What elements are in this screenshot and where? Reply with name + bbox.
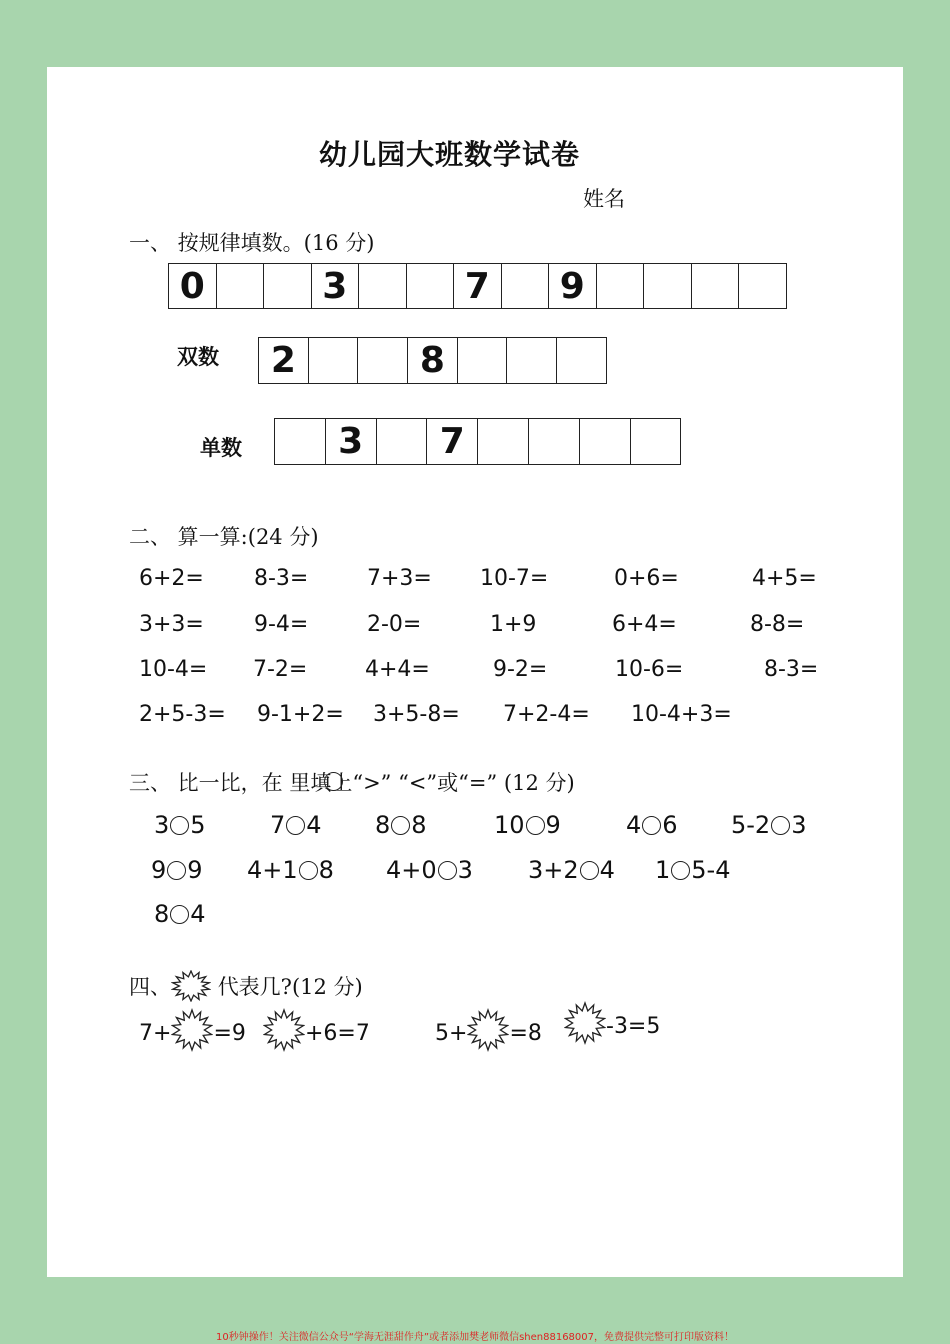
compare-problem — [270, 811, 322, 839]
grid-cell — [275, 419, 326, 464]
compare-problem — [154, 811, 206, 839]
compare-right: 8 — [411, 811, 427, 839]
compare-left: 5-2 — [731, 811, 771, 839]
section4-heading-prefix: 四、 — [129, 975, 171, 999]
grid-cell — [507, 338, 557, 383]
compare-left: 9 — [151, 856, 167, 884]
calc-problem: 10-4+3= — [631, 702, 732, 727]
calc-problem: 7+3= — [367, 566, 432, 591]
grid-cell — [631, 419, 681, 464]
grid-cell: 7 — [427, 419, 478, 464]
calc-problem: 4+4= — [365, 657, 430, 682]
odd-number-grid — [274, 418, 681, 465]
calc-problem: 3+3= — [139, 612, 204, 637]
grid-cell: 7 — [454, 264, 502, 308]
even-number-grid — [258, 337, 607, 384]
name-label: 姓名 — [583, 187, 625, 211]
compare-problem — [626, 811, 678, 839]
number-sequence-grid — [168, 263, 787, 309]
grid-cell — [458, 338, 508, 383]
compare-problem — [375, 811, 427, 839]
calc-problem: 8-3= — [764, 657, 819, 682]
section2-heading: 二、 算一算:(24 分) — [129, 525, 319, 549]
calc-problem: 0+6= — [614, 566, 679, 591]
footer-note: 10秒钟操作！关注微信公众号“学海无涯甜作舟”或者添加樊老师微信shen88168007，免费提供完整可打印版资料！ — [215, 1332, 735, 1343]
compare-problem — [247, 856, 334, 884]
problem-after: =9 — [213, 1020, 246, 1046]
compare-right: 3 — [791, 811, 807, 839]
starburst-problem — [263, 1007, 370, 1059]
grid-cell — [529, 419, 580, 464]
grid-cell: 3 — [312, 264, 360, 308]
odd-label: 单数 — [200, 435, 242, 460]
compare-right: 8 — [318, 856, 334, 884]
compare-problem — [154, 900, 206, 928]
grid-cell: 3 — [326, 419, 377, 464]
compare-right: 5-4 — [691, 856, 731, 884]
grid-cell — [358, 338, 408, 383]
grid-cell: 8 — [408, 338, 458, 383]
section4-heading-suffix: 代表几?(12 分) — [217, 975, 363, 999]
circle-blank-icon — [324, 772, 343, 791]
grid-cell — [502, 264, 550, 308]
starburst-icon — [467, 1007, 509, 1059]
circle-blank-icon — [167, 861, 186, 880]
circle-blank-icon — [170, 816, 189, 835]
starburst-icon — [171, 970, 211, 1007]
circle-blank-icon — [580, 861, 599, 880]
compare-problem — [386, 856, 473, 884]
compare-right: 9 — [187, 856, 203, 884]
compare-left: 4+1 — [247, 856, 298, 884]
grid-cell: 2 — [259, 338, 309, 383]
calc-problem: 7-2= — [253, 657, 308, 682]
circle-blank-icon — [438, 861, 457, 880]
compare-left: 10 — [494, 811, 525, 839]
even-label: 双数 — [177, 344, 219, 369]
calc-problem: 9-1+2= — [257, 702, 344, 727]
grid-cell — [597, 264, 645, 308]
starburst-icon — [171, 1007, 213, 1059]
grid-cell — [359, 264, 407, 308]
calc-problem: 1+9 — [490, 612, 537, 637]
calc-problem: 8-3= — [254, 566, 309, 591]
grid-cell — [557, 338, 606, 383]
starburst-problem — [564, 1000, 660, 1052]
starburst-icon — [564, 1000, 606, 1052]
calc-problem: 10-4= — [139, 657, 208, 682]
circle-blank-icon — [771, 816, 790, 835]
calc-problem: 10-6= — [615, 657, 684, 682]
compare-left: 8 — [154, 900, 170, 928]
calc-problem: 10-7= — [480, 566, 549, 591]
compare-left: 4 — [626, 811, 642, 839]
compare-right: 5 — [190, 811, 206, 839]
compare-right: 9 — [545, 811, 561, 839]
starburst-problem — [139, 1007, 246, 1059]
compare-problem — [151, 856, 203, 884]
problem-after: =8 — [509, 1020, 542, 1046]
grid-cell — [692, 264, 740, 308]
compare-right: 6 — [662, 811, 678, 839]
compare-problem — [731, 811, 806, 839]
grid-cell — [478, 419, 529, 464]
circle-blank-icon — [299, 861, 318, 880]
starburst-icon — [263, 1007, 305, 1059]
circle-blank-icon — [391, 816, 410, 835]
problem-after: +6=7 — [305, 1020, 370, 1046]
grid-cell — [580, 419, 631, 464]
calc-problem: 9-2= — [493, 657, 548, 682]
problem-after: -3=5 — [606, 1013, 661, 1039]
grid-cell — [644, 264, 692, 308]
grid-cell — [377, 419, 428, 464]
compare-left: 7 — [270, 811, 286, 839]
calc-problem: 7+2-4= — [503, 702, 590, 727]
circle-blank-icon — [526, 816, 545, 835]
circle-blank-icon — [642, 816, 661, 835]
calc-problem: 3+5-8= — [373, 702, 460, 727]
grid-cell: 9 — [549, 264, 597, 308]
compare-problem — [655, 856, 730, 884]
problem-before: 7+ — [139, 1020, 172, 1046]
compare-problem — [528, 856, 615, 884]
calc-problem: 6+2= — [139, 566, 204, 591]
grid-cell — [407, 264, 455, 308]
section1-heading: 一、 按规律填数。(16 分) — [129, 231, 375, 255]
compare-left: 3+2 — [528, 856, 579, 884]
starburst-problem — [435, 1007, 542, 1059]
page-title: 幼儿园大班数学试卷 — [319, 138, 581, 171]
grid-cell — [739, 264, 786, 308]
calc-problem: 6+4= — [612, 612, 677, 637]
compare-problem — [494, 811, 561, 839]
grid-cell: 0 — [169, 264, 217, 308]
section3-heading: 三、 比一比，在 里填上“>” “<”或“=” (12 分) — [129, 771, 575, 795]
compare-right: 3 — [457, 856, 473, 884]
circle-blank-icon — [671, 861, 690, 880]
problem-before: 5+ — [435, 1020, 468, 1046]
compare-left: 4+0 — [386, 856, 437, 884]
calc-problem: 8-8= — [750, 612, 805, 637]
calc-problem: 2-0= — [367, 612, 422, 637]
calc-problem: 2+5-3= — [139, 702, 226, 727]
grid-cell — [264, 264, 312, 308]
grid-cell — [309, 338, 359, 383]
worksheet-page — [47, 67, 903, 1277]
compare-left: 3 — [154, 811, 170, 839]
circle-blank-icon — [170, 905, 189, 924]
grid-cell — [217, 264, 265, 308]
compare-right: 4 — [599, 856, 615, 884]
compare-left: 1 — [655, 856, 671, 884]
calc-problem: 9-4= — [254, 612, 309, 637]
compare-right: 4 — [306, 811, 322, 839]
compare-left: 8 — [375, 811, 391, 839]
section4-heading — [129, 970, 363, 1007]
circle-blank-icon — [286, 816, 305, 835]
calc-problem: 4+5= — [752, 566, 817, 591]
compare-right: 4 — [190, 900, 206, 928]
